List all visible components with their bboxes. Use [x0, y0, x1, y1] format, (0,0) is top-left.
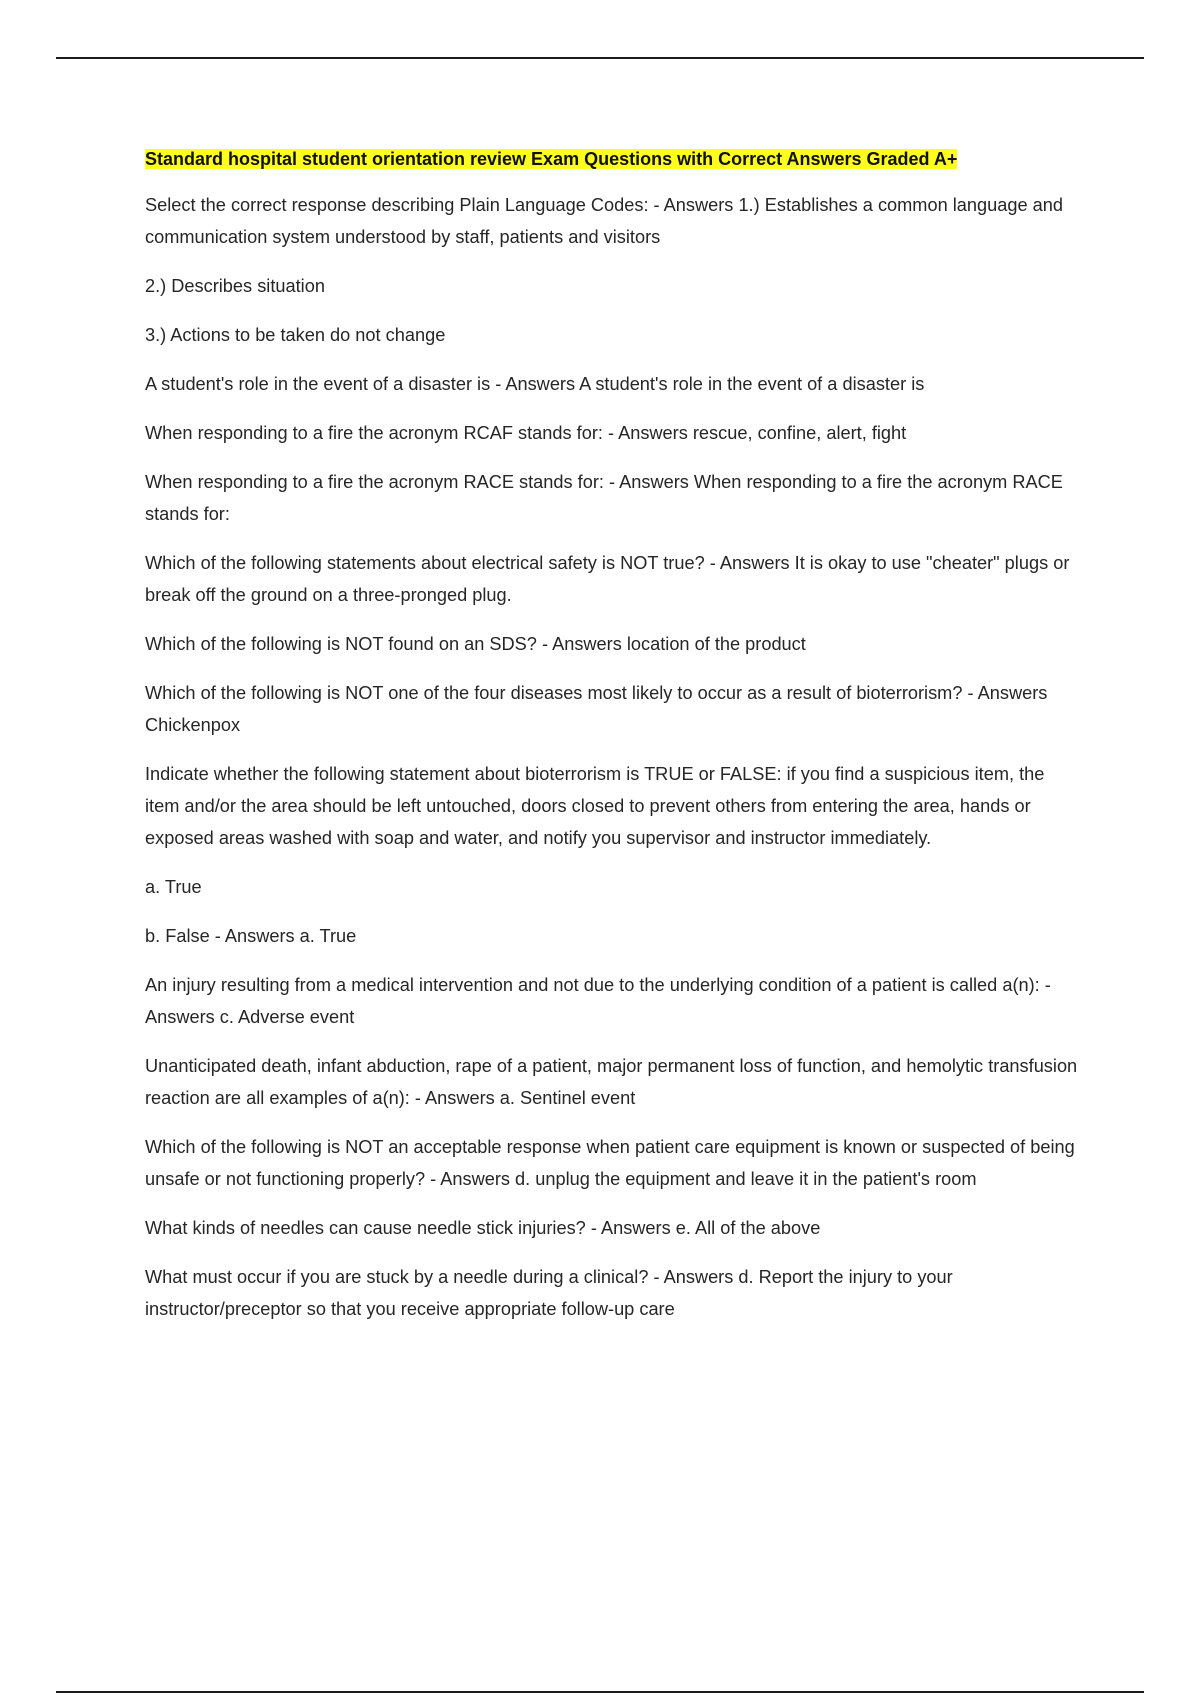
qa-paragraph: What kinds of needles can cause needle stick injuries? - Answers e. All of the above — [145, 1218, 821, 1238]
qa-paragraph: b. False - Answers a. True — [145, 926, 357, 946]
qa-paragraph: Which of the following is NOT found on an SDS? - Answers location of the product — [145, 634, 806, 654]
qa-paragraph: a. True — [145, 877, 202, 897]
qa-paragraph: Select the correct response describing Plain Language Codes: - Answers 1.) Establishes a common language and communication system understood by staff, patients and visitors — [145, 195, 1063, 247]
qa-paragraph: Which of the following statements about electrical safety is NOT true? - Answers It is okay to use "cheater" plugs or break off the ground on a three-pronged plug. — [145, 553, 1070, 605]
qa-paragraph: 3.) Actions to be taken do not change — [145, 325, 446, 345]
document-body — [145, 143, 1080, 1342]
qa-paragraph: When responding to a fire the acronym RCAF stands for: - Answers rescue, confine, alert, fight — [145, 423, 907, 443]
footer-rule — [56, 1691, 1144, 1693]
qa-paragraph: Unanticipated death, infant abduction, rape of a patient, major permanent loss of function, and hemolytic transfusion reaction are all examples of a(n): - Answers a. Sentinel event — [145, 1056, 1078, 1108]
title-block — [145, 143, 1080, 177]
qa-paragraph: Indicate whether the following statement about bioterrorism is TRUE or FALSE: if you find a suspicious item, the item and/or the area should be left untouched, doors closed to prevent others from entering the area, hands or exposed areas washed with soap and water, and notify you supervisor and instructor immediately. — [145, 764, 1045, 848]
qa-paragraph: An injury resulting from a medical intervention and not due to the underlying condition of a patient is called a(n): - Answers c. Adverse event — [145, 975, 1051, 1027]
qa-paragraph: 2.) Describes situation — [145, 276, 325, 296]
header-rule — [56, 57, 1144, 59]
qa-paragraph: A student's role in the event of a disaster is - Answers A student's role in the event of a disaster is — [145, 374, 925, 394]
qa-paragraph: Which of the following is NOT one of the four diseases most likely to occur as a result of bioterrorism? - Answers Chickenpox — [145, 683, 1048, 735]
qa-paragraph: When responding to a fire the acronym RACE stands for: - Answers When responding to a fire the acronym RACE stands for: — [145, 472, 1063, 524]
qa-paragraph: What must occur if you are stuck by a needle during a clinical? - Answers d. Report the injury to your instructor/preceptor so that you receive appropriate follow-up care — [145, 1267, 953, 1319]
document-title: Standard hospital student orientation review Exam Questions with Correct Answers Graded A+ — [145, 149, 958, 169]
qa-paragraph: Which of the following is NOT an acceptable response when patient care equipment is known or suspected of being unsafe or not functioning properly? - Answers d. unplug the equipment and leave it in the patient's room — [145, 1137, 1075, 1189]
